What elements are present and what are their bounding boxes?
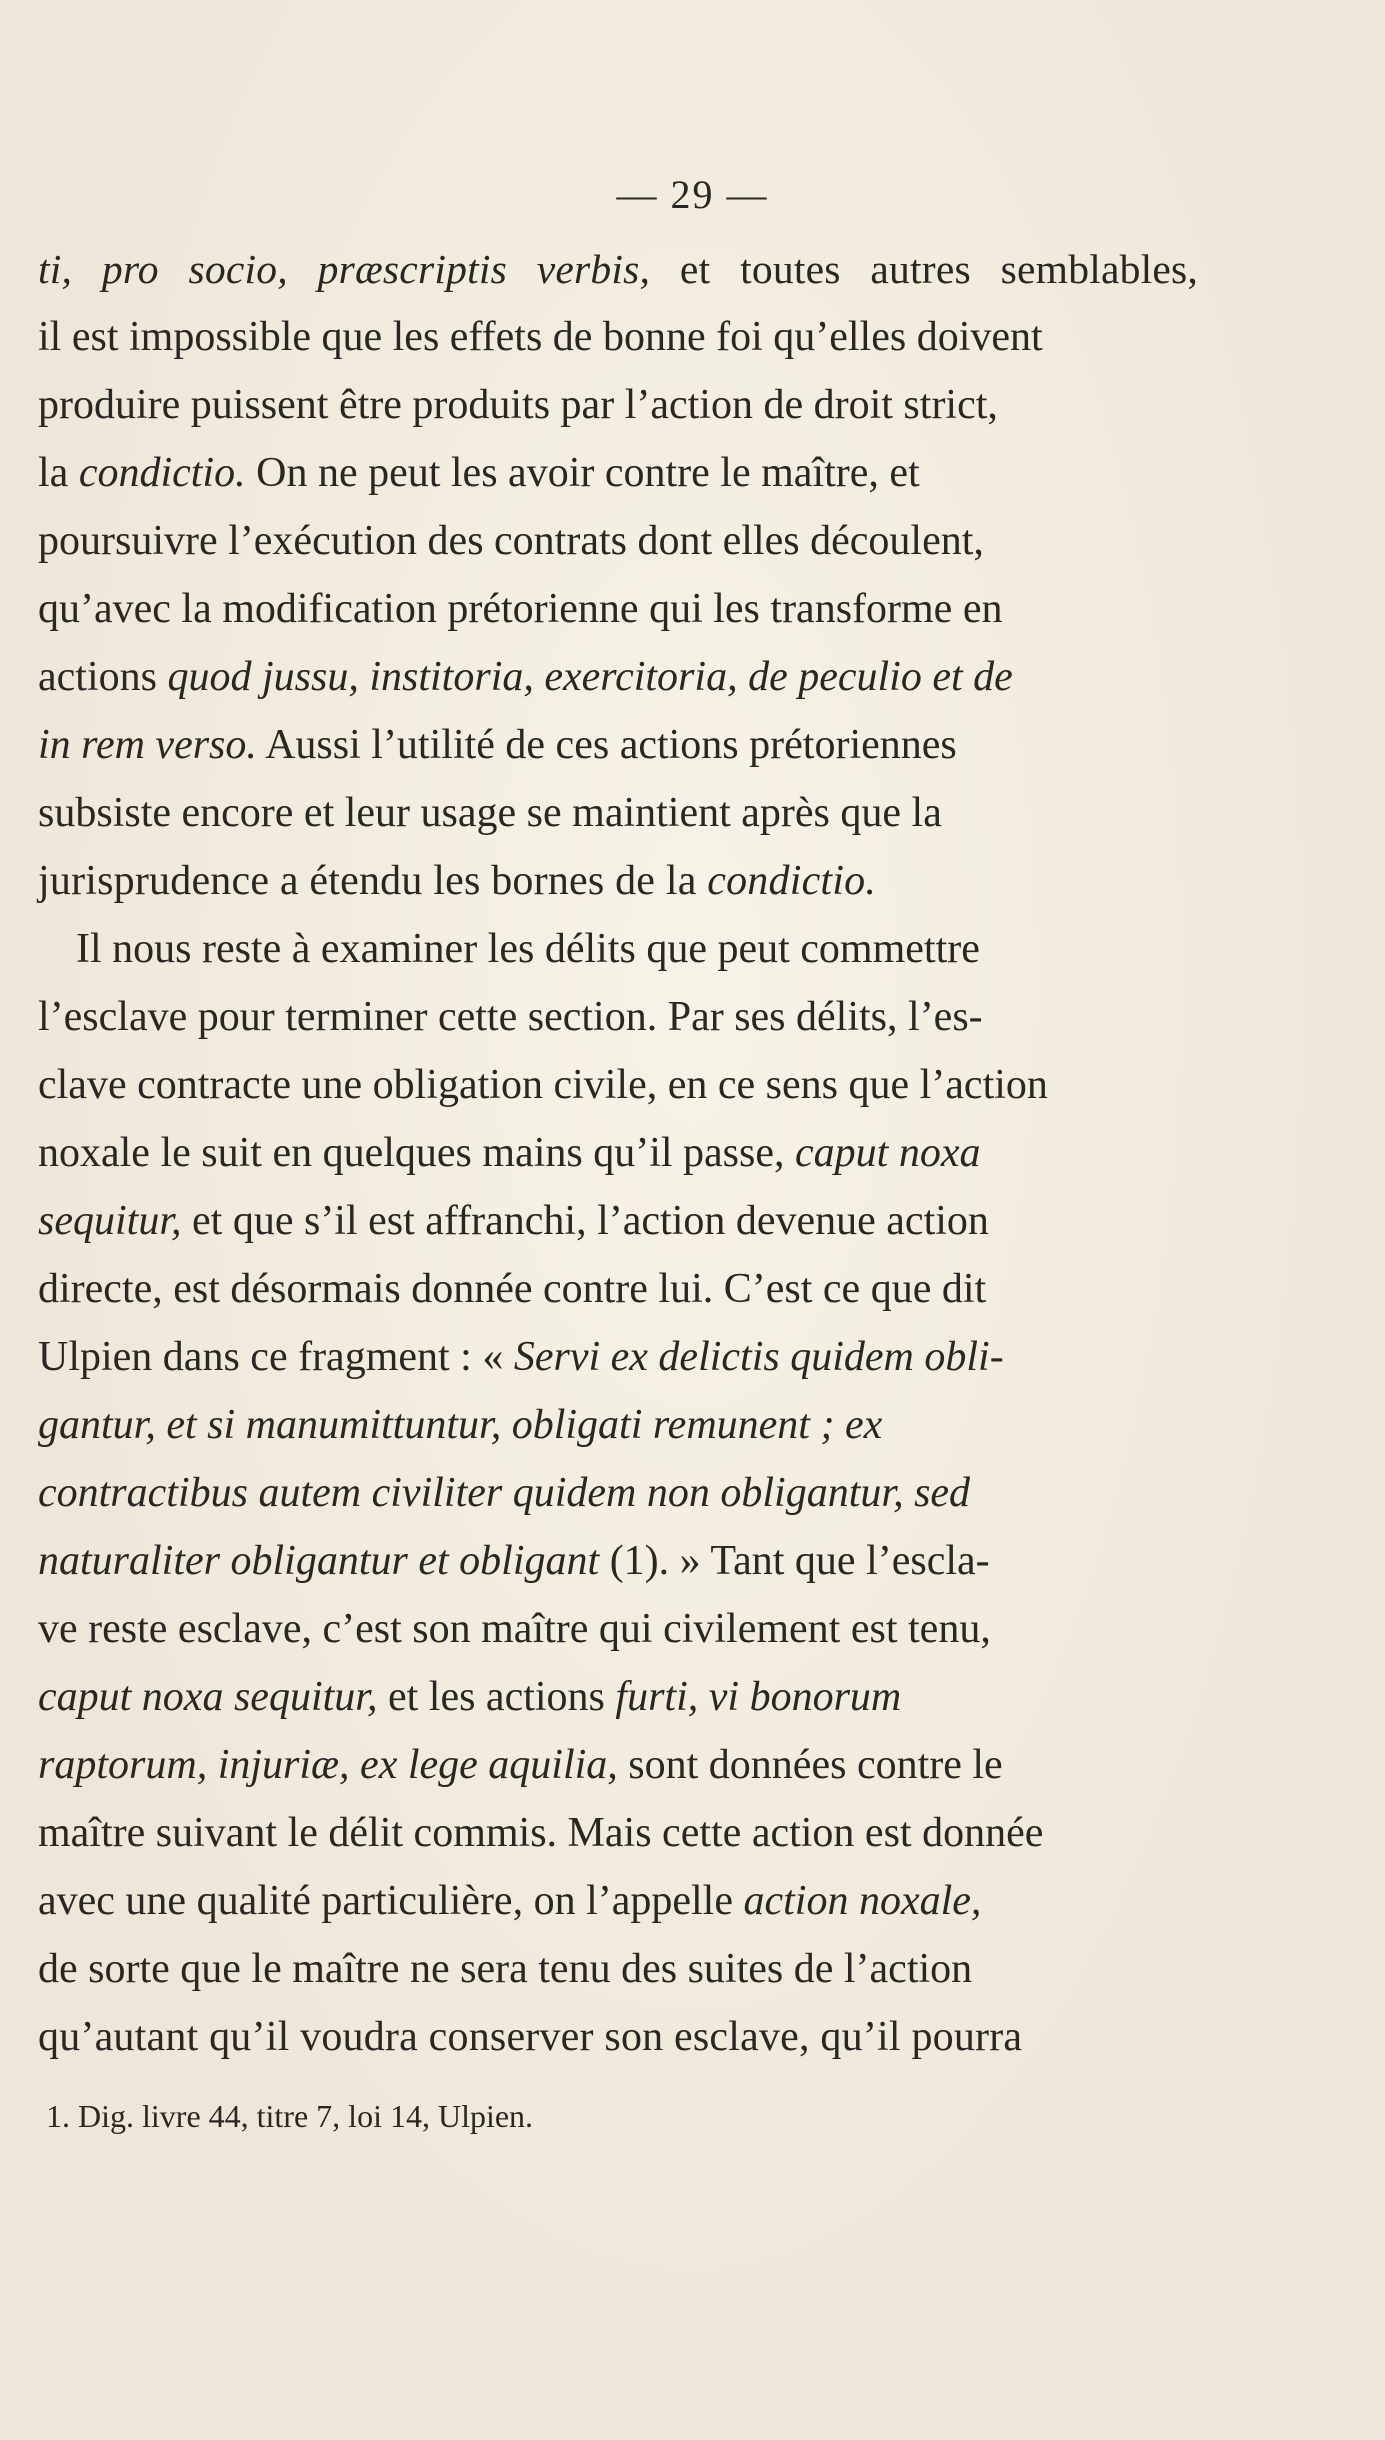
italic-run: naturaliter obligantur et obligant	[38, 1538, 600, 1584]
text-run: jurisprudence a étendu les bornes de la	[38, 858, 708, 904]
text-run: Aussi l’utilité de ces actions prétoriennes	[256, 722, 957, 768]
text-line	[38, 779, 1198, 847]
text-run: directe, est désormais donnée contre lui. C’est ce que dit	[38, 1266, 987, 1312]
text-run: produire puissent être produits par l’action de droit strict,	[38, 382, 998, 428]
text-run: l’esclave pour terminer cette section. Par ses délits, l’es-	[38, 994, 983, 1040]
italic-run: condictio.	[78, 450, 246, 496]
italic-run: condictio.	[707, 858, 877, 904]
text-line	[38, 1255, 1198, 1323]
text-line	[38, 2003, 1198, 2071]
text-line	[38, 1527, 1198, 1595]
italic-run: in rem verso.	[38, 722, 257, 768]
page-number: — 29 —	[616, 172, 769, 217]
italic-run: sequitur,	[38, 1198, 182, 1244]
text-run: il est impossible que les effets de bonne foi qu’elles doivent	[38, 314, 1043, 360]
text-run: noxale le suit en quelques mains qu’il passe,	[38, 1130, 796, 1176]
text-line	[38, 1323, 1198, 1391]
text-line	[38, 303, 1198, 371]
text-run: qu’avec la modification prétorienne qui les transforme en	[38, 586, 1003, 632]
text-run: Ulpien dans ce fragment : «	[38, 1334, 514, 1380]
text-run: la	[38, 450, 79, 496]
text-line	[38, 643, 1198, 711]
text-line	[38, 235, 1198, 303]
text-line	[38, 1663, 1198, 1731]
text-run: avec une qualité particulière, on l’appelle	[38, 1878, 744, 1924]
text-line	[38, 711, 1198, 779]
text-run: et les actions	[377, 1674, 616, 1720]
text-run: clave contracte une obligation civile, en ce sens que l’action	[38, 1062, 1048, 1108]
text-run: ve reste esclave, c’est son maître qui civilement est tenu,	[38, 1606, 991, 1652]
text-line	[38, 1459, 1198, 1527]
text-run: et que s’il est affranchi, l’action devenue action	[181, 1198, 989, 1244]
text-line	[38, 1051, 1198, 1119]
italic-run: raptorum, injuriæ, ex lege aquilia,	[38, 1742, 618, 1788]
italic-run: caput noxa sequitur,	[38, 1674, 378, 1720]
italic-run: Servi ex delictis quidem obli-	[513, 1334, 1004, 1380]
text-run: Il nous reste à examiner les délits que peut commettre	[76, 926, 980, 972]
text-run: subsiste encore et leur usage se maintient après que la	[38, 790, 942, 836]
italic-run: gantur, et si manumittuntur, obligati remunent ; ex	[38, 1402, 883, 1448]
text-line	[38, 1731, 1198, 1799]
text-run: actions	[38, 654, 168, 700]
text-run: sont données contre le	[617, 1742, 1003, 1788]
italic-run: ti, pro socio, præscriptis verbis,	[38, 246, 651, 292]
text-line	[38, 1595, 1198, 1663]
italic-run: contractibus autem civiliter quidem non obligantur, sed	[38, 1470, 971, 1516]
text-run: On ne peut les avoir contre le maître, et	[245, 450, 920, 496]
text-line	[38, 847, 1198, 915]
text-line	[38, 371, 1198, 439]
text-run: qu’autant qu’il voudra conserver son esclave, qu’il pourra	[38, 2014, 1023, 2060]
text-run: de sorte que le maître ne sera tenu des suites de l’action	[38, 1946, 973, 1992]
text-line	[38, 1119, 1198, 1187]
italic-run: furti, vi bonorum	[615, 1674, 902, 1720]
text-line	[38, 507, 1198, 575]
footnote: 1. Dig. livre 44, titre 7, loi 14, Ulpien.	[46, 2098, 534, 2134]
text-line	[38, 1799, 1198, 1867]
text-run: poursuivre l’exécution des contrats dont elles découlent,	[38, 518, 984, 564]
text-line	[38, 983, 1198, 1051]
text-line	[38, 1187, 1198, 1255]
text-run: (1). » Tant que l’escla-	[599, 1538, 990, 1584]
text-run: maître suivant le délit commis. Mais cette action est donnée	[38, 1810, 1044, 1856]
text-line	[38, 1391, 1198, 1459]
text-line	[38, 575, 1198, 643]
text-line	[38, 1867, 1198, 1935]
body-text	[38, 235, 1198, 2071]
italic-run: caput noxa	[795, 1130, 981, 1176]
text-line	[38, 915, 1198, 983]
text-run: et toutes autres semblables,	[650, 246, 1198, 292]
text-line	[38, 439, 1198, 507]
italic-run: quod jussu, institoria, exercitoria, de peculio et de	[167, 654, 1013, 700]
italic-run: action noxale,	[743, 1878, 982, 1924]
text-line	[38, 1935, 1198, 2003]
